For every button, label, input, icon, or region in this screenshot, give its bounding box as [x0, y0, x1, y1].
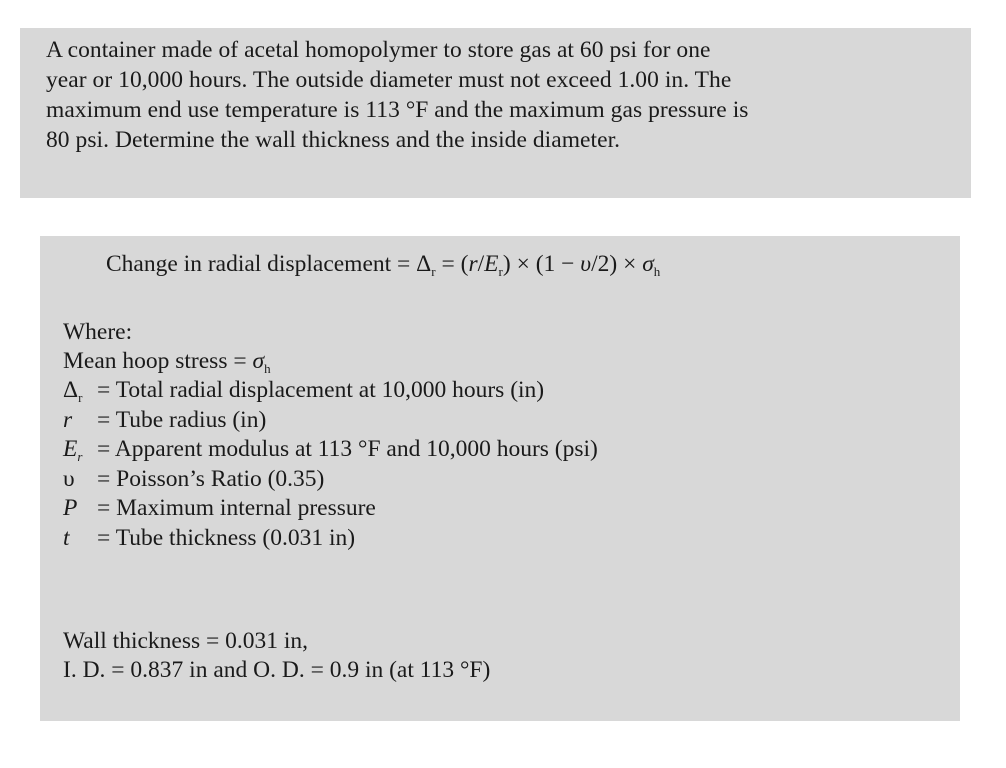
formula-slash: /: [477, 251, 485, 277]
variable-definition: = Apparent modulus at 113 °F and 10,000 hours (psi): [97, 436, 598, 462]
formula-mid: ) × (1 −: [502, 251, 581, 277]
variable-definition: = Poisson’s Ratio (0.35): [97, 465, 325, 492]
formula-E-sub: r: [498, 264, 503, 279]
variable-row: [63, 406, 598, 436]
variable-definition: = Tube radius (in): [97, 406, 267, 433]
variable-row: [63, 376, 598, 406]
formula-nu: υ: [580, 251, 592, 277]
problem-line-2: year or 10,000 hours. The outside diameter must not exceed 1.00 in. The: [46, 67, 732, 93]
variable-row: [63, 435, 598, 465]
variable-definitions: [63, 376, 598, 553]
problem-line-4: 80 psi. Determine the wall thickness and the inside diameter.: [46, 127, 621, 153]
problem-line-1: A container made of acetal homopolymer to store gas at 60 psi for one: [46, 37, 711, 63]
formula-mid2: /2) ×: [591, 251, 643, 277]
variable-row: [63, 465, 598, 495]
where-block: [63, 318, 271, 383]
variable-symbol: r: [63, 406, 73, 433]
hoop-stress-sub: h: [264, 361, 271, 376]
formula-label: Change in radial displacement =: [106, 251, 417, 277]
hoop-stress-sigma: σ: [252, 348, 265, 374]
variable-symbol: $E_r$: [63, 436, 83, 464]
answer-wall-thickness: Wall thickness = 0.031 in,: [63, 628, 309, 654]
variable-row: [63, 494, 598, 524]
variable-symbol: P: [63, 495, 78, 521]
variable-symbol: t: [63, 524, 70, 551]
answer-block: [63, 627, 490, 685]
variable-definition: = Total radial displacement at 10,000 hours (in): [97, 377, 545, 403]
formula-sigma: σ: [642, 251, 654, 277]
variable-definition: = Tube thickness (0.031 in): [97, 524, 356, 551]
where-label: Where:: [63, 319, 133, 345]
problem-line-3: maximum end use temperature is 113 °F and the maximum gas pressure is: [46, 97, 749, 123]
solution-box: [40, 236, 960, 721]
formula-delta: Δ: [416, 251, 432, 277]
formula-rhs-open: = (: [435, 251, 469, 277]
variable-row: [63, 524, 598, 554]
radial-displacement-formula: [106, 250, 660, 286]
formula-r: r: [468, 251, 478, 277]
formula-sigma-sub: h: [653, 264, 661, 279]
hoop-stress-text: Mean hoop stress =: [63, 348, 253, 374]
formula-E: E: [484, 251, 499, 277]
answer-diameters: I. D. = 0.837 in and O. D. = 0.9 in (at 113 °F): [63, 657, 491, 683]
variable-symbol: $\Delta_r$: [63, 377, 83, 405]
variable-symbol: υ: [63, 465, 75, 492]
formula-delta-sub: r: [431, 264, 436, 279]
variable-definition: = Maximum internal pressure: [97, 495, 376, 521]
problem-statement-box: [20, 28, 971, 198]
